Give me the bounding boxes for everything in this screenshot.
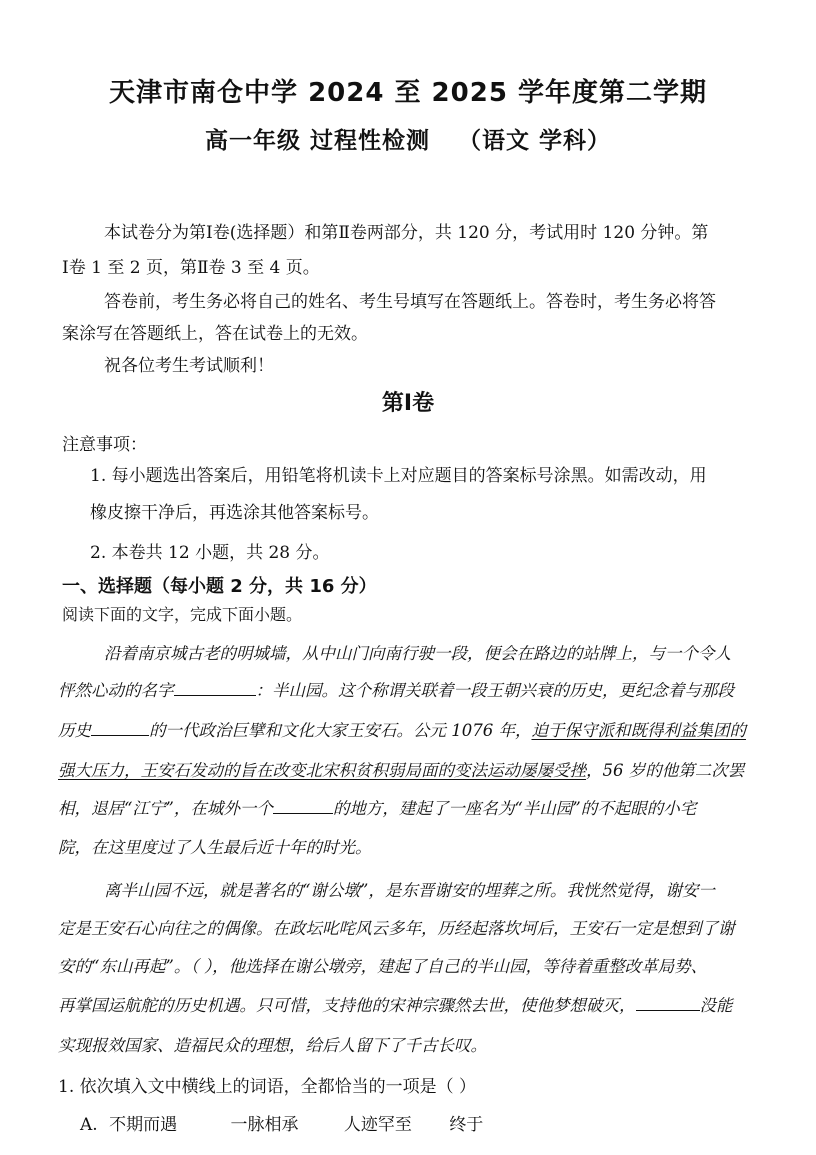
passage-line: 实现报效国家、造福民众的理想，给后人留下了千古长叹。 <box>58 1036 487 1055</box>
passage-line: 沿着南京城古老的明城墙，从中山门向南行驶一段，便会在路边的站牌上，与一个令人 <box>104 644 731 663</box>
passage-line: 再掌国运航舵的历史机遇。只可惜，支持他的宋神宗骤然去世，使他梦想破灭， 没能 <box>58 996 733 1015</box>
passage-line: 安的“东山再起”。（ ），他选择在谢公墩旁，建起了自己的半山园，等待着重整改革局势、 <box>58 957 708 976</box>
note-line: 橡皮擦干净后，再选涂其他答案标号。 <box>90 503 379 523</box>
instruction-line: Ⅰ卷 1 至 2 页，第Ⅱ卷 3 至 4 页。 <box>62 258 320 278</box>
instruction-line: 本试卷分为第Ⅰ卷(选择题）和第Ⅱ卷两部分，共 120 分，考试用时 120 分钟。第 <box>104 223 709 243</box>
section-directions: 阅读下面的文字，完成下面小题。 <box>62 605 303 624</box>
fill-blank <box>174 694 256 696</box>
fill-blank <box>636 1009 700 1011</box>
option-word: 一脉相承 <box>230 1115 299 1135</box>
question-stem: 1. 依次填入文中横线上的词语，全都恰当的一项是（ ） <box>58 1077 477 1097</box>
underlined-sentence: 强大压力，王安石发动的旨在改变北宋积贫积弱局面的变法运动屡屡受挫 <box>58 761 586 780</box>
passage-line: 历史 的一代政治巨擘和文化大家王安石。公元 1076 年，迫于保守派和既得利益集团的 <box>58 721 746 740</box>
notes-title: 注意事项： <box>62 435 147 455</box>
fill-blank <box>273 812 333 814</box>
option-a[interactable] <box>80 1110 509 1135</box>
note-line: 2. 本卷共 12 小题，共 28 分。 <box>90 543 330 563</box>
passage-line: 院，在这里度过了人生最后近十年的时光。 <box>58 838 372 857</box>
fill-blank <box>91 734 149 736</box>
passage-line: 相，退居“江宁”，在城外一个 的地方，建起了一座名为“半山园”的不起眼的小宅 <box>58 799 697 818</box>
instruction-line: 祝各位考生考试顺利！ <box>104 356 274 376</box>
passage-line: 强大压力，王安石发动的旨在改变北宋积贫积弱局面的变法运动屡屡受挫，56 岁的他第二次罢 <box>58 761 745 780</box>
option-word: 人迹罕至 <box>343 1115 412 1135</box>
exam-subtitle <box>0 122 816 155</box>
option-word: 终于 <box>449 1115 484 1135</box>
subtitle-subject: （语文 学科） <box>458 128 612 154</box>
instruction-line: 案涂写在答题纸上，答在试卷上的无效。 <box>62 324 368 344</box>
instruction-line: 答卷前，考生务必将自己的姓名、考生号填写在答题纸上。答卷时，考生务必将答 <box>104 292 716 312</box>
subtitle-grade: 高一年级 过程性检测 <box>204 128 430 154</box>
option-letter: A. <box>80 1115 98 1135</box>
passage-line: 离半山园不远，就是著名的“谢公墩”，是东晋谢安的埋葬之所。我恍然觉得，谢安一 <box>104 881 715 900</box>
section-heading: 一、选择题（每小题 2 分，共 16 分） <box>62 576 377 597</box>
underlined-sentence: 迫于保守派和既得利益集团的 <box>531 721 746 740</box>
option-word: 不期而遇 <box>109 1115 178 1135</box>
exam-title: 天津市南仓中学 2024 至 2025 学年度第二学期 <box>109 78 707 108</box>
note-line: 1. 每小题选出答案后，用铅笔将机读卡上对应题目的答案标号涂黑。如需改动，用 <box>90 466 707 486</box>
volume-heading: 第Ⅰ卷 <box>381 391 435 416</box>
passage-line: 定是王安石心向往之的偶像。在政坛叱咤风云多年，历经起落坎坷后，王安石一定是想到了谢 <box>58 919 735 938</box>
passage-line: 怦然心动的名字 ：半山园。这个称谓关联着一段王朝兴衰的历史，更纪念着与那段 <box>58 681 734 700</box>
